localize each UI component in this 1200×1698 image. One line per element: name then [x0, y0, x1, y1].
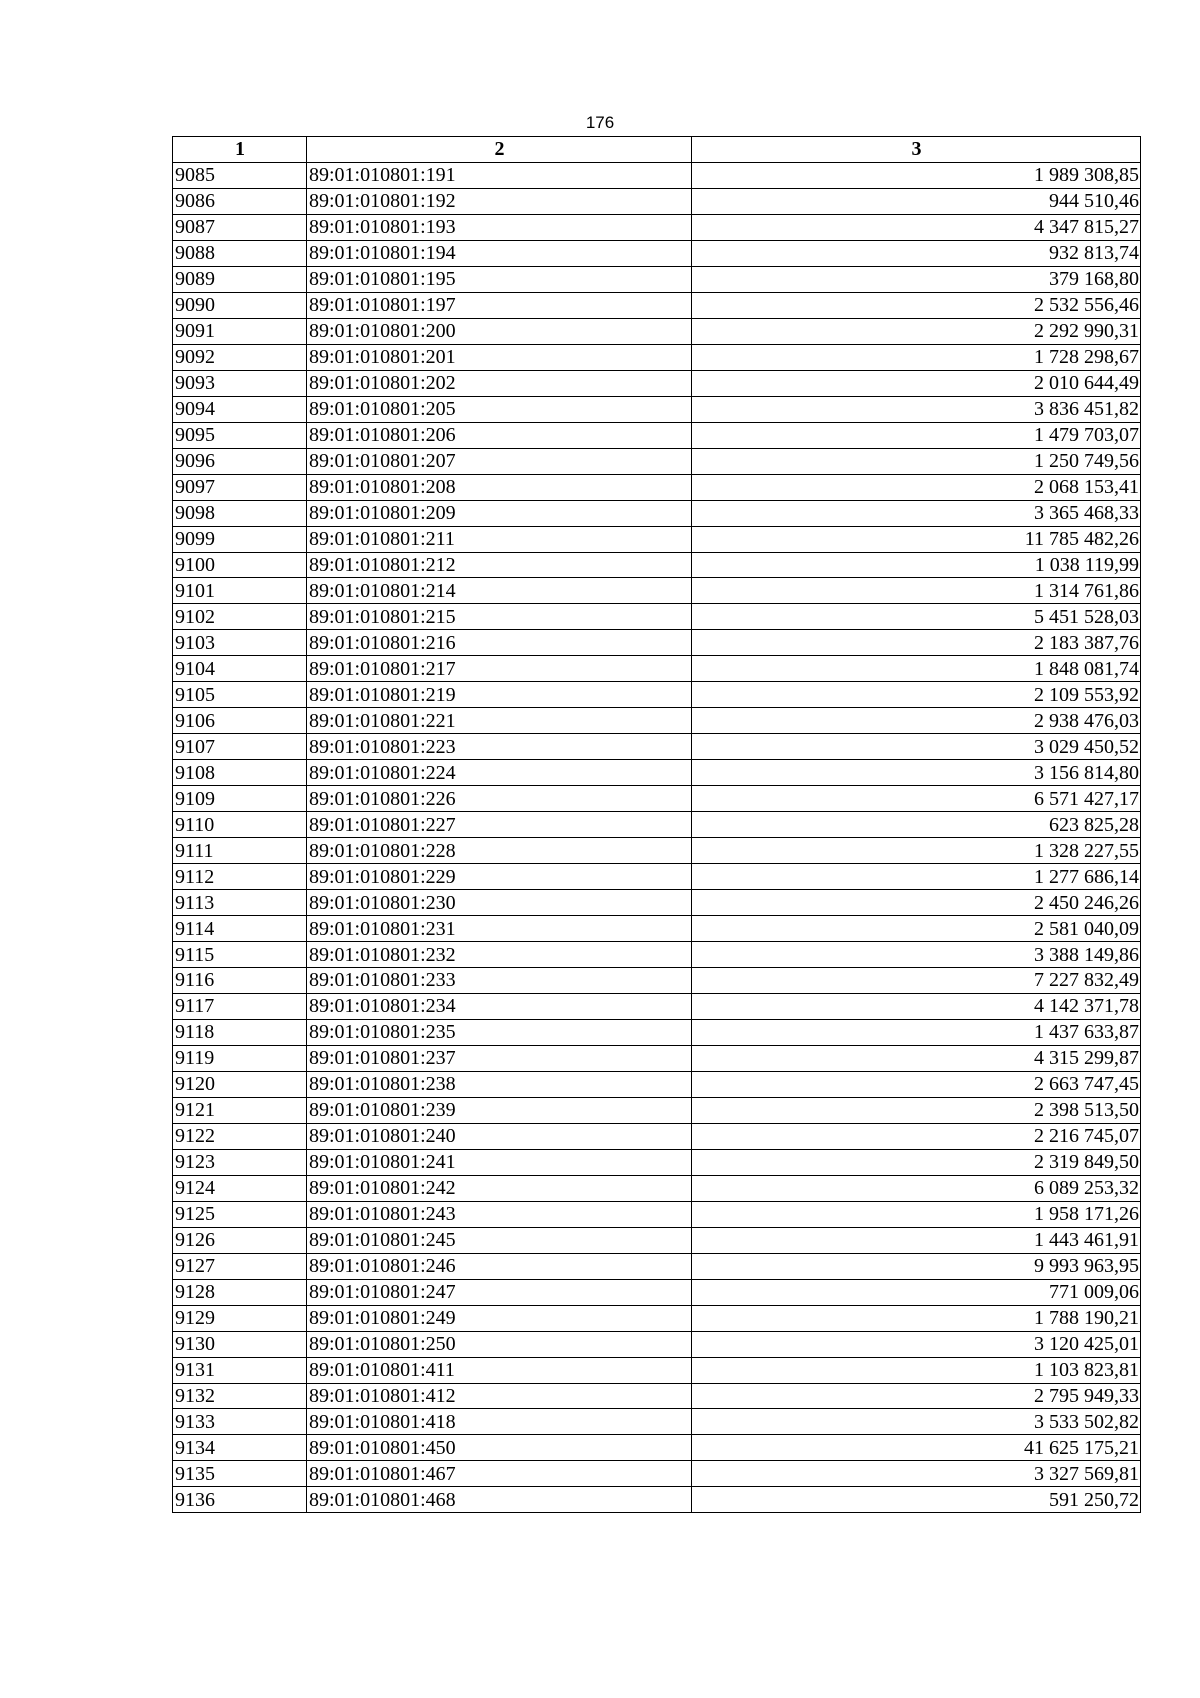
cadastral-number-cell: 89:01:010801:227 [307, 812, 692, 838]
cadastral-number-cell: 89:01:010801:195 [307, 266, 692, 292]
value-cell: 2 450 246,26 [692, 890, 1141, 916]
value-cell: 1 728 298,67 [692, 344, 1141, 370]
table-row [173, 916, 1141, 942]
table-row [173, 942, 1141, 968]
row-number-cell: 9132 [173, 1383, 307, 1409]
cadastral-number-cell: 89:01:010801:246 [307, 1253, 692, 1279]
value-cell: 1 989 308,85 [692, 162, 1141, 188]
row-number-cell: 9103 [173, 630, 307, 656]
cadastral-number-cell: 89:01:010801:241 [307, 1149, 692, 1175]
row-number-cell: 9107 [173, 734, 307, 760]
table-row [173, 474, 1141, 500]
cadastral-number-cell: 89:01:010801:201 [307, 344, 692, 370]
value-cell: 2 292 990,31 [692, 318, 1141, 344]
value-cell: 379 168,80 [692, 266, 1141, 292]
table-row [173, 1461, 1141, 1487]
cadastral-number-cell: 89:01:010801:214 [307, 578, 692, 604]
table-row [173, 993, 1141, 1019]
cadastral-number-cell: 89:01:010801:209 [307, 500, 692, 526]
header-row [173, 137, 1141, 163]
cadastral-number-cell: 89:01:010801:239 [307, 1097, 692, 1123]
row-number-cell: 9089 [173, 266, 307, 292]
value-cell: 41 625 175,21 [692, 1435, 1141, 1461]
cadastral-number-cell: 89:01:010801:242 [307, 1175, 692, 1201]
table-row [173, 1175, 1141, 1201]
cadastral-number-cell: 89:01:010801:208 [307, 474, 692, 500]
row-number-cell: 9134 [173, 1435, 307, 1461]
table-row [173, 968, 1141, 994]
table-body [173, 162, 1141, 1512]
value-cell: 3 120 425,01 [692, 1331, 1141, 1357]
row-number-cell: 9102 [173, 604, 307, 630]
value-cell: 2 663 747,45 [692, 1071, 1141, 1097]
cadastral-number-cell: 89:01:010801:412 [307, 1383, 692, 1409]
table-row [173, 318, 1141, 344]
value-cell: 1 328 227,55 [692, 838, 1141, 864]
table-row [173, 1123, 1141, 1149]
row-number-cell: 9090 [173, 292, 307, 318]
value-cell: 4 347 815,27 [692, 214, 1141, 240]
table-row [173, 786, 1141, 812]
value-cell: 2 109 553,92 [692, 682, 1141, 708]
table-row [173, 448, 1141, 474]
row-number-cell: 9112 [173, 864, 307, 890]
row-number-cell: 9113 [173, 890, 307, 916]
row-number-cell: 9101 [173, 578, 307, 604]
table-row [173, 552, 1141, 578]
row-number-cell: 9108 [173, 760, 307, 786]
table-row [173, 630, 1141, 656]
row-number-cell: 9087 [173, 214, 307, 240]
table-row [173, 1357, 1141, 1383]
value-cell: 771 009,06 [692, 1279, 1141, 1305]
row-number-cell: 9093 [173, 370, 307, 396]
row-number-cell: 9119 [173, 1045, 307, 1071]
value-cell: 1 038 119,99 [692, 552, 1141, 578]
cadastral-number-cell: 89:01:010801:450 [307, 1435, 692, 1461]
cadastral-number-cell: 89:01:010801:205 [307, 396, 692, 422]
table-row [173, 708, 1141, 734]
row-number-cell: 9096 [173, 448, 307, 474]
value-cell: 3 388 149,86 [692, 942, 1141, 968]
table-row [173, 1019, 1141, 1045]
cadastral-number-cell: 89:01:010801:219 [307, 682, 692, 708]
value-cell: 2 319 849,50 [692, 1149, 1141, 1175]
cadastral-number-cell: 89:01:010801:191 [307, 162, 692, 188]
cadastral-number-cell: 89:01:010801:411 [307, 1357, 692, 1383]
row-number-cell: 9111 [173, 838, 307, 864]
row-number-cell: 9118 [173, 1019, 307, 1045]
table-row [173, 1305, 1141, 1331]
cadastral-number-cell: 89:01:010801:206 [307, 422, 692, 448]
row-number-cell: 9092 [173, 344, 307, 370]
cadastral-number-cell: 89:01:010801:223 [307, 734, 692, 760]
cadastral-number-cell: 89:01:010801:238 [307, 1071, 692, 1097]
row-number-cell: 9094 [173, 396, 307, 422]
table-row [173, 1409, 1141, 1435]
row-number-cell: 9117 [173, 993, 307, 1019]
cadastral-number-cell: 89:01:010801:192 [307, 188, 692, 214]
value-cell: 1 277 686,14 [692, 864, 1141, 890]
value-cell: 2 216 745,07 [692, 1123, 1141, 1149]
table-row [173, 604, 1141, 630]
table-row [173, 526, 1141, 552]
table-row [173, 656, 1141, 682]
value-cell: 3 029 450,52 [692, 734, 1141, 760]
cadastral-number-cell: 89:01:010801:212 [307, 552, 692, 578]
value-cell: 1 848 081,74 [692, 656, 1141, 682]
table-row [173, 734, 1141, 760]
page-number: 176 [585, 113, 615, 132]
table-row [173, 760, 1141, 786]
row-number-cell: 9123 [173, 1149, 307, 1175]
cadastral-number-cell: 89:01:010801:200 [307, 318, 692, 344]
value-cell: 3 365 468,33 [692, 500, 1141, 526]
value-cell: 4 315 299,87 [692, 1045, 1141, 1071]
cadastral-number-cell: 89:01:010801:217 [307, 656, 692, 682]
value-cell: 1 958 171,26 [692, 1201, 1141, 1227]
row-number-cell: 9133 [173, 1409, 307, 1435]
row-number-cell: 9121 [173, 1097, 307, 1123]
row-number-cell: 9091 [173, 318, 307, 344]
table-row [173, 1045, 1141, 1071]
value-cell: 932 813,74 [692, 240, 1141, 266]
table-row [173, 578, 1141, 604]
table-row [173, 162, 1141, 188]
row-number-cell: 9110 [173, 812, 307, 838]
cadastral-number-cell: 89:01:010801:243 [307, 1201, 692, 1227]
cadastral-number-cell: 89:01:010801:224 [307, 760, 692, 786]
row-number-cell: 9109 [173, 786, 307, 812]
cadastral-number-cell: 89:01:010801:221 [307, 708, 692, 734]
value-cell: 2 068 153,41 [692, 474, 1141, 500]
row-number-cell: 9099 [173, 526, 307, 552]
table-row [173, 214, 1141, 240]
cadastral-number-cell: 89:01:010801:237 [307, 1045, 692, 1071]
value-cell: 1 443 461,91 [692, 1227, 1141, 1253]
row-number-cell: 9135 [173, 1461, 307, 1487]
cadastral-number-cell: 89:01:010801:226 [307, 786, 692, 812]
table-row [173, 240, 1141, 266]
table-row [173, 1071, 1141, 1097]
table-row [173, 292, 1141, 318]
row-number-cell: 9129 [173, 1305, 307, 1331]
row-number-cell: 9098 [173, 500, 307, 526]
row-number-cell: 9114 [173, 916, 307, 942]
cadastral-number-cell: 89:01:010801:193 [307, 214, 692, 240]
value-cell: 1 103 823,81 [692, 1357, 1141, 1383]
row-number-cell: 9105 [173, 682, 307, 708]
value-cell: 623 825,28 [692, 812, 1141, 838]
row-number-cell: 9095 [173, 422, 307, 448]
table-row [173, 1227, 1141, 1253]
value-cell: 1 250 749,56 [692, 448, 1141, 474]
column-header-1: 1 [173, 137, 307, 163]
value-cell: 1 437 633,87 [692, 1019, 1141, 1045]
cadastral-number-cell: 89:01:010801:468 [307, 1487, 692, 1513]
row-number-cell: 9085 [173, 162, 307, 188]
row-number-cell: 9130 [173, 1331, 307, 1357]
row-number-cell: 9104 [173, 656, 307, 682]
cadastral-number-cell: 89:01:010801:247 [307, 1279, 692, 1305]
table-row [173, 1331, 1141, 1357]
table-row [173, 370, 1141, 396]
cadastral-number-cell: 89:01:010801:240 [307, 1123, 692, 1149]
table-row [173, 344, 1141, 370]
value-cell: 944 510,46 [692, 188, 1141, 214]
cadastral-number-cell: 89:01:010801:418 [307, 1409, 692, 1435]
value-cell: 11 785 482,26 [692, 526, 1141, 552]
cadastral-number-cell: 89:01:010801:228 [307, 838, 692, 864]
value-cell: 3 533 502,82 [692, 1409, 1141, 1435]
column-header-2: 2 [307, 137, 692, 163]
table-row [173, 890, 1141, 916]
row-number-cell: 9088 [173, 240, 307, 266]
table-row [173, 422, 1141, 448]
value-cell: 2 938 476,03 [692, 708, 1141, 734]
value-cell: 4 142 371,78 [692, 993, 1141, 1019]
value-cell: 2 581 040,09 [692, 916, 1141, 942]
row-number-cell: 9122 [173, 1123, 307, 1149]
value-cell: 3 327 569,81 [692, 1461, 1141, 1487]
row-number-cell: 9126 [173, 1227, 307, 1253]
row-number-cell: 9115 [173, 942, 307, 968]
cadastral-number-cell: 89:01:010801:234 [307, 993, 692, 1019]
cadastral-number-cell: 89:01:010801:245 [307, 1227, 692, 1253]
row-number-cell: 9136 [173, 1487, 307, 1513]
table-row [173, 266, 1141, 292]
table-row [173, 838, 1141, 864]
value-cell: 6 571 427,17 [692, 786, 1141, 812]
table-row [173, 1279, 1141, 1305]
value-cell: 2 398 513,50 [692, 1097, 1141, 1123]
table-row [173, 1253, 1141, 1279]
table-row [173, 396, 1141, 422]
row-number-cell: 9116 [173, 968, 307, 994]
table-row [173, 1383, 1141, 1409]
cadastral-number-cell: 89:01:010801:231 [307, 916, 692, 942]
registry-table [172, 136, 1141, 1513]
table-row [173, 1149, 1141, 1175]
row-number-cell: 9097 [173, 474, 307, 500]
row-number-cell: 9120 [173, 1071, 307, 1097]
row-number-cell: 9086 [173, 188, 307, 214]
cadastral-number-cell: 89:01:010801:207 [307, 448, 692, 474]
row-number-cell: 9124 [173, 1175, 307, 1201]
value-cell: 1 479 703,07 [692, 422, 1141, 448]
row-number-cell: 9127 [173, 1253, 307, 1279]
cadastral-number-cell: 89:01:010801:229 [307, 864, 692, 890]
value-cell: 1 788 190,21 [692, 1305, 1141, 1331]
cadastral-number-cell: 89:01:010801:249 [307, 1305, 692, 1331]
row-number-cell: 9100 [173, 552, 307, 578]
cadastral-number-cell: 89:01:010801:250 [307, 1331, 692, 1357]
row-number-cell: 9131 [173, 1357, 307, 1383]
table-row [173, 812, 1141, 838]
table-row [173, 1097, 1141, 1123]
table-row [173, 1435, 1141, 1461]
table-row [173, 682, 1141, 708]
cadastral-number-cell: 89:01:010801:211 [307, 526, 692, 552]
column-header-3: 3 [692, 137, 1141, 163]
table-row [173, 864, 1141, 890]
value-cell: 591 250,72 [692, 1487, 1141, 1513]
row-number-cell: 9125 [173, 1201, 307, 1227]
cadastral-number-cell: 89:01:010801:467 [307, 1461, 692, 1487]
value-cell: 5 451 528,03 [692, 604, 1141, 630]
cadastral-number-cell: 89:01:010801:202 [307, 370, 692, 396]
value-cell: 2 010 644,49 [692, 370, 1141, 396]
row-number-cell: 9106 [173, 708, 307, 734]
cadastral-number-cell: 89:01:010801:235 [307, 1019, 692, 1045]
cadastral-number-cell: 89:01:010801:233 [307, 968, 692, 994]
value-cell: 9 993 963,95 [692, 1253, 1141, 1279]
value-cell: 3 836 451,82 [692, 396, 1141, 422]
value-cell: 2 795 949,33 [692, 1383, 1141, 1409]
table-row [173, 1487, 1141, 1513]
cadastral-number-cell: 89:01:010801:216 [307, 630, 692, 656]
table-row [173, 188, 1141, 214]
value-cell: 2 183 387,76 [692, 630, 1141, 656]
table-row [173, 500, 1141, 526]
cadastral-number-cell: 89:01:010801:197 [307, 292, 692, 318]
value-cell: 2 532 556,46 [692, 292, 1141, 318]
value-cell: 3 156 814,80 [692, 760, 1141, 786]
value-cell: 6 089 253,32 [692, 1175, 1141, 1201]
table-row [173, 1201, 1141, 1227]
table-header [173, 137, 1141, 163]
cadastral-number-cell: 89:01:010801:232 [307, 942, 692, 968]
cadastral-number-cell: 89:01:010801:230 [307, 890, 692, 916]
cadastral-number-cell: 89:01:010801:215 [307, 604, 692, 630]
row-number-cell: 9128 [173, 1279, 307, 1305]
value-cell: 7 227 832,49 [692, 968, 1141, 994]
value-cell: 1 314 761,86 [692, 578, 1141, 604]
cadastral-number-cell: 89:01:010801:194 [307, 240, 692, 266]
